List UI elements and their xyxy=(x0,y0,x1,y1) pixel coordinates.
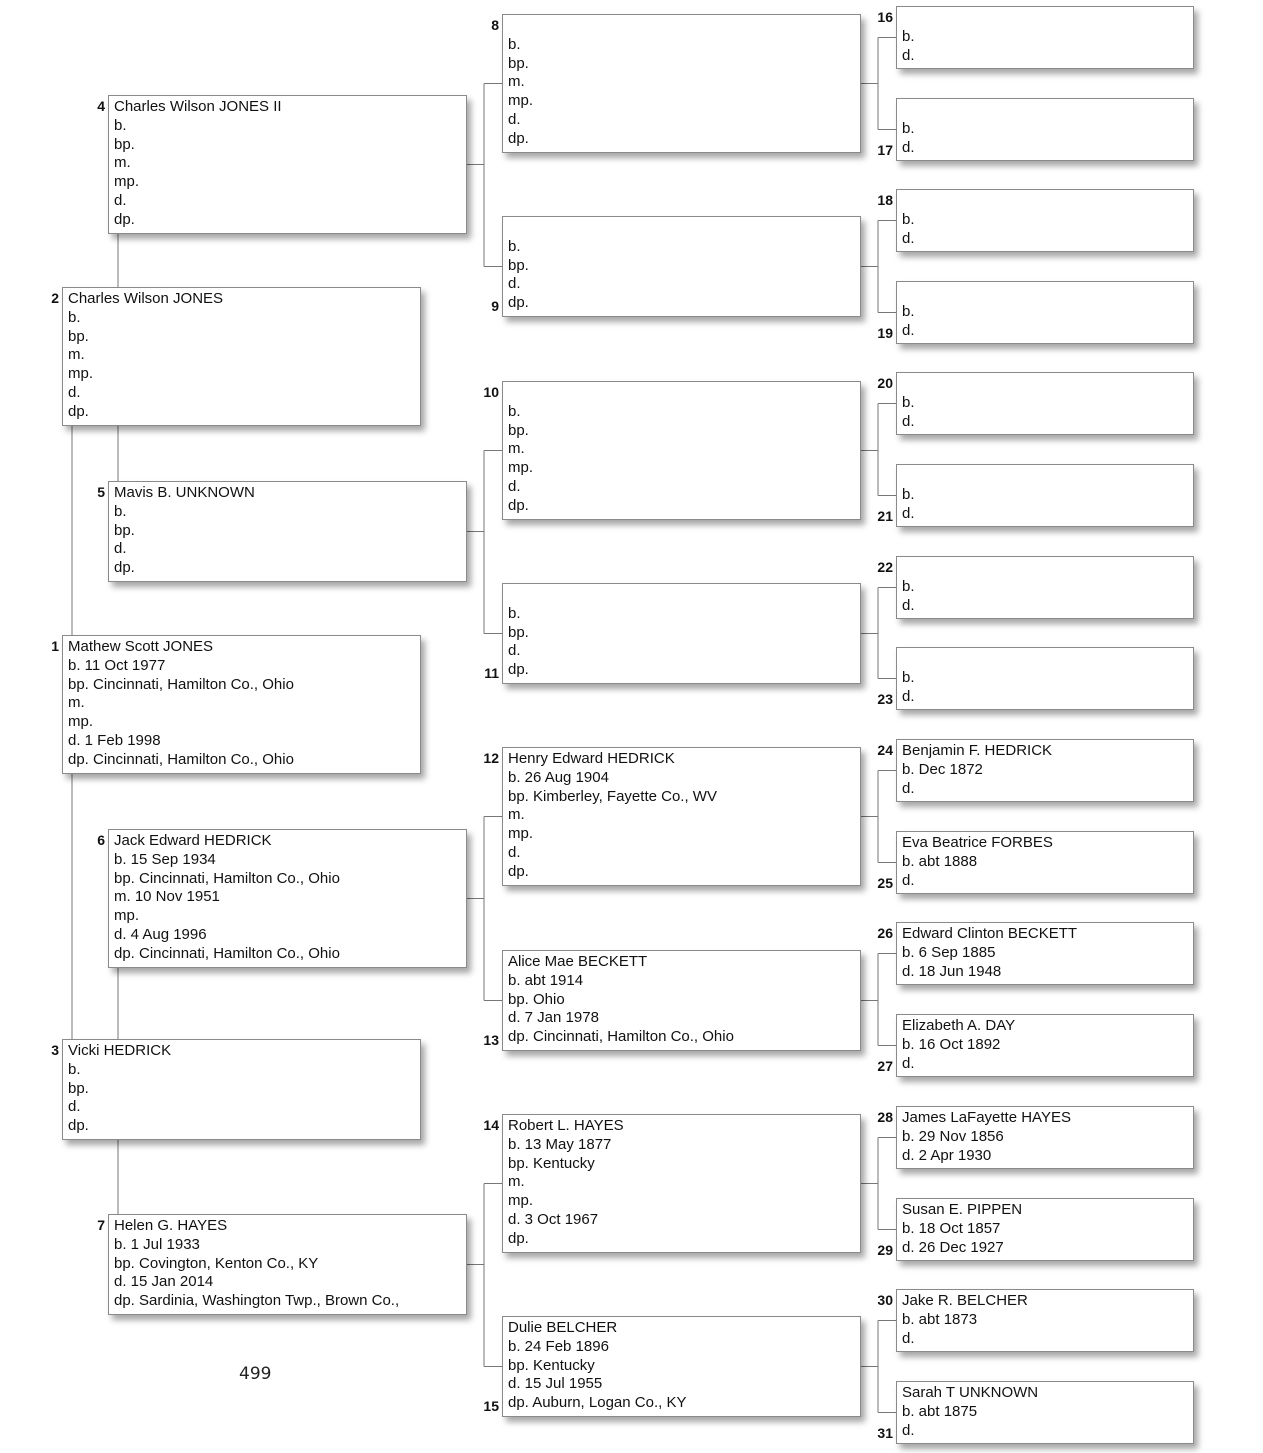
person-name xyxy=(508,17,860,36)
person-fact: d. xyxy=(114,191,127,209)
person-name: Charles Wilson JONES II xyxy=(114,98,282,115)
ahnentafel-number: 26 xyxy=(877,925,893,941)
person-fact: d. 18 Jun 1948 xyxy=(902,962,1002,980)
person-fact: b. abt 1914 xyxy=(508,971,584,989)
ahnentafel-number: 16 xyxy=(877,9,893,25)
person-name: James LaFayette HAYES xyxy=(902,1109,1071,1126)
person-fact: m. xyxy=(508,1173,525,1191)
person-box-17 xyxy=(896,98,1194,161)
person-fact: b. xyxy=(114,116,127,134)
person-name: Henry Edward HEDRICK xyxy=(508,750,675,767)
person-fact: d. xyxy=(902,596,915,614)
person-name xyxy=(902,375,1193,394)
ahnentafel-number: 14 xyxy=(483,1117,499,1133)
ahnentafel-number: 23 xyxy=(877,691,893,707)
person-fact: dp. Cincinnati, Hamilton Co., Ohio xyxy=(68,750,294,768)
person-fact: d. xyxy=(508,843,521,861)
person-fact: dp. xyxy=(508,496,529,514)
person-box-26 xyxy=(896,922,1194,985)
person-fact: dp. xyxy=(68,1117,89,1135)
person-fact: m. xyxy=(508,440,525,458)
ahnentafel-number: 20 xyxy=(877,375,893,391)
person-fact: d. 1 Feb 1998 xyxy=(68,731,161,749)
person-fact: m. 10 Nov 1951 xyxy=(114,888,220,906)
ahnentafel-number: 28 xyxy=(877,1109,893,1125)
person-fact: mp. xyxy=(508,459,534,477)
ahnentafel-number: 31 xyxy=(877,1425,893,1441)
person-fact: mp. xyxy=(68,365,94,383)
person-fact: b. xyxy=(902,668,915,686)
person-fact: d. xyxy=(902,504,915,522)
person-fact: bp. xyxy=(508,54,529,72)
person-fact: d. xyxy=(508,477,521,495)
person-name xyxy=(508,219,860,238)
person-box-1 xyxy=(62,635,421,774)
person-fact: bp. xyxy=(68,1079,89,1097)
person-box-21 xyxy=(896,464,1194,527)
person-box-2 xyxy=(62,287,421,426)
person-fact: d. xyxy=(508,110,521,128)
person-name xyxy=(902,9,1193,28)
person-fact: d. xyxy=(902,412,915,430)
person-name: Jack Edward HEDRICK xyxy=(114,832,272,849)
person-fact: bp. xyxy=(508,623,529,641)
person-fact: b. xyxy=(902,27,915,45)
person-fact: d. 2 Apr 1930 xyxy=(902,1146,992,1164)
ahnentafel-number: 3 xyxy=(51,1042,59,1058)
ahnentafel-number: 8 xyxy=(491,17,499,33)
person-fact: b. abt 1875 xyxy=(902,1402,978,1420)
person-name xyxy=(902,559,1193,578)
person-box-22 xyxy=(896,556,1194,619)
ahnentafel-number: 9 xyxy=(491,298,499,314)
person-box-3 xyxy=(62,1039,421,1140)
person-name: Mavis B. UNKNOWN xyxy=(114,484,255,501)
person-fact: d. 15 Jan 2014 xyxy=(114,1273,214,1291)
person-fact: b. xyxy=(68,1060,81,1078)
ahnentafel-number: 27 xyxy=(877,1058,893,1074)
ahnentafel-number: 7 xyxy=(97,1217,105,1233)
person-fact: dp. xyxy=(508,661,529,679)
person-fact: b. xyxy=(508,237,521,255)
ahnentafel-number: 4 xyxy=(97,98,105,114)
person-fact: b. 13 May 1877 xyxy=(508,1135,612,1153)
person-name xyxy=(902,192,1193,211)
person-box-28 xyxy=(896,1106,1194,1169)
person-fact: b. 11 Oct 1977 xyxy=(68,656,166,674)
person-fact: dp. xyxy=(508,294,529,312)
person-fact: bp. xyxy=(68,327,89,345)
person-name xyxy=(508,384,860,403)
person-fact: bp. Cincinnati, Hamilton Co., Ohio xyxy=(114,869,340,887)
person-box-27 xyxy=(896,1014,1194,1077)
person-box-24 xyxy=(896,739,1194,802)
person-fact: dp. Cincinnati, Hamilton Co., Ohio xyxy=(508,1028,734,1046)
person-fact: d. xyxy=(902,1054,915,1072)
ahnentafel-number: 2 xyxy=(51,290,59,306)
person-name: Helen G. HAYES xyxy=(114,1217,228,1234)
person-box-23 xyxy=(896,647,1194,710)
person-fact: b. xyxy=(508,402,521,420)
person-fact: dp. Sardinia, Washington Twp., Brown Co., xyxy=(114,1292,400,1310)
person-fact: d. xyxy=(68,1098,81,1116)
person-fact: dp. xyxy=(508,129,529,147)
person-fact: m. xyxy=(508,806,525,824)
person-fact: d. 7 Jan 1978 xyxy=(508,1009,599,1027)
person-fact: b. 24 Feb 1896 xyxy=(508,1337,609,1355)
person-fact: m. xyxy=(68,694,85,712)
person-fact: bp. Cincinnati, Hamilton Co., Ohio xyxy=(68,675,294,693)
person-fact: d. 3 Oct 1967 xyxy=(508,1210,599,1228)
ahnentafel-number: 18 xyxy=(877,192,893,208)
person-fact: d. xyxy=(902,871,915,889)
person-box-25 xyxy=(896,831,1194,894)
person-fact: b. xyxy=(68,308,81,326)
ahnentafel-number: 19 xyxy=(877,325,893,341)
person-fact: m. xyxy=(114,154,131,172)
person-fact: d. xyxy=(902,138,915,156)
person-fact: bp. xyxy=(114,135,135,153)
person-fact: mp. xyxy=(114,907,140,925)
person-name: Vicki HEDRICK xyxy=(68,1042,172,1059)
person-box-20 xyxy=(896,372,1194,435)
person-fact: d. xyxy=(114,540,127,558)
person-box-18 xyxy=(896,189,1194,252)
page-number: 499 xyxy=(239,1364,272,1384)
ahnentafel-number: 13 xyxy=(483,1032,499,1048)
person-name: Mathew Scott JONES xyxy=(68,638,214,655)
ahnentafel-number: 24 xyxy=(877,742,893,758)
person-box-31 xyxy=(896,1381,1194,1444)
person-fact: d. xyxy=(508,275,521,293)
person-name: Dulie BELCHER xyxy=(508,1319,618,1336)
person-fact: b. abt 1888 xyxy=(902,852,978,870)
person-fact: bp. Kentucky xyxy=(508,1356,595,1374)
ahnentafel-number: 25 xyxy=(877,875,893,891)
person-fact: mp. xyxy=(68,713,94,731)
person-name xyxy=(902,650,1193,669)
person-name: Elizabeth A. DAY xyxy=(902,1017,1016,1034)
person-fact: d. xyxy=(902,687,915,705)
person-fact: b. xyxy=(902,577,915,595)
person-box-30 xyxy=(896,1289,1194,1352)
person-fact: d. xyxy=(902,1329,915,1347)
person-box-5 xyxy=(108,481,467,582)
ahnentafel-number: 11 xyxy=(484,665,499,681)
person-fact: d. 26 Dec 1927 xyxy=(902,1238,1004,1256)
person-fact: b. 18 Oct 1857 xyxy=(902,1219,1001,1237)
person-fact: d. 4 Aug 1996 xyxy=(114,925,207,943)
person-fact: d. xyxy=(68,383,81,401)
person-fact: b. 26 Aug 1904 xyxy=(508,768,609,786)
ahnentafel-number: 22 xyxy=(877,559,893,575)
person-fact: d. xyxy=(902,321,915,339)
person-fact: mp. xyxy=(508,1192,534,1210)
person-fact: b. 29 Nov 1856 xyxy=(902,1127,1004,1145)
person-fact: bp. Kimberley, Fayette Co., WV xyxy=(508,787,717,805)
person-fact: b. xyxy=(902,393,915,411)
person-fact: dp. Auburn, Logan Co., KY xyxy=(508,1394,687,1412)
person-name: Charles Wilson JONES xyxy=(68,290,224,307)
person-name: Jake R. BELCHER xyxy=(902,1292,1028,1309)
person-fact: mp. xyxy=(508,825,534,843)
person-fact: bp. Kentucky xyxy=(508,1154,595,1172)
person-fact: d. xyxy=(902,779,915,797)
person-fact: dp. xyxy=(508,1229,529,1247)
person-name xyxy=(902,467,1193,486)
person-name: Sarah T UNKNOWN xyxy=(902,1384,1039,1401)
ahnentafel-number: 1 xyxy=(51,638,59,654)
person-fact: bp. xyxy=(508,256,529,274)
person-fact: bp. xyxy=(508,421,529,439)
person-fact: d. 15 Jul 1955 xyxy=(508,1375,603,1393)
person-fact: b. xyxy=(902,119,915,137)
person-fact: b. Dec 1872 xyxy=(902,760,983,778)
person-box-19 xyxy=(896,281,1194,344)
person-box-7 xyxy=(108,1214,467,1315)
person-fact: bp. Covington, Kenton Co., KY xyxy=(114,1254,319,1272)
person-box-8 xyxy=(502,14,861,153)
person-fact: b. 15 Sep 1934 xyxy=(114,850,216,868)
ahnentafel-number: 10 xyxy=(483,384,499,400)
person-fact: dp. Cincinnati, Hamilton Co., Ohio xyxy=(114,944,340,962)
person-fact: d. xyxy=(902,229,915,247)
person-box-9 xyxy=(502,216,861,317)
person-box-14 xyxy=(502,1114,861,1253)
person-fact: b. xyxy=(114,502,127,520)
person-name: Edward Clinton BECKETT xyxy=(902,925,1078,942)
ahnentafel-number: 15 xyxy=(483,1398,499,1414)
person-fact: dp. xyxy=(114,210,135,228)
person-name: Alice Mae BECKETT xyxy=(508,953,648,970)
person-fact: dp. xyxy=(114,559,135,577)
ahnentafel-number: 29 xyxy=(877,1242,893,1258)
person-box-29 xyxy=(896,1198,1194,1261)
person-box-10 xyxy=(502,381,861,520)
person-fact: b. 6 Sep 1885 xyxy=(902,943,996,961)
person-fact: bp. xyxy=(114,521,135,539)
person-fact: b. abt 1873 xyxy=(902,1310,978,1328)
person-fact: b. xyxy=(902,210,915,228)
ahnentafel-number: 5 xyxy=(97,484,105,500)
person-fact: b. xyxy=(508,35,521,53)
person-box-13 xyxy=(502,950,861,1051)
person-fact: b. xyxy=(508,604,521,622)
person-name xyxy=(902,284,1193,303)
person-fact: bp. Ohio xyxy=(508,990,565,1008)
person-name: Robert L. HAYES xyxy=(508,1117,624,1134)
ahnentafel-number: 30 xyxy=(877,1292,893,1308)
person-fact: b. xyxy=(902,302,915,320)
person-name xyxy=(508,586,860,605)
person-box-12 xyxy=(502,747,861,886)
ahnentafel-number: 12 xyxy=(483,750,499,766)
person-fact: dp. xyxy=(508,862,529,880)
person-fact: b. xyxy=(902,485,915,503)
person-fact: d. xyxy=(902,46,915,64)
person-fact: b. 16 Oct 1892 xyxy=(902,1035,1001,1053)
person-fact: dp. xyxy=(68,402,89,420)
person-fact: m. xyxy=(68,346,85,364)
person-fact: mp. xyxy=(508,92,534,110)
person-fact: d. xyxy=(902,1421,915,1439)
person-fact: d. xyxy=(508,642,521,660)
person-box-11 xyxy=(502,583,861,684)
person-box-15 xyxy=(502,1316,861,1417)
person-name: Benjamin F. HEDRICK xyxy=(902,742,1053,759)
person-box-16 xyxy=(896,6,1194,69)
person-fact: mp. xyxy=(114,173,140,191)
person-name: Susan E. PIPPEN xyxy=(902,1201,1023,1218)
person-box-6 xyxy=(108,829,467,968)
ahnentafel-number: 17 xyxy=(877,142,893,158)
person-box-4 xyxy=(108,95,467,234)
ahnentafel-number: 6 xyxy=(97,832,105,848)
person-name: Eva Beatrice FORBES xyxy=(902,834,1053,851)
ahnentafel-number: 21 xyxy=(877,508,893,524)
person-fact: m. xyxy=(508,73,525,91)
person-name xyxy=(902,101,1193,120)
person-fact: b. 1 Jul 1933 xyxy=(114,1235,200,1253)
